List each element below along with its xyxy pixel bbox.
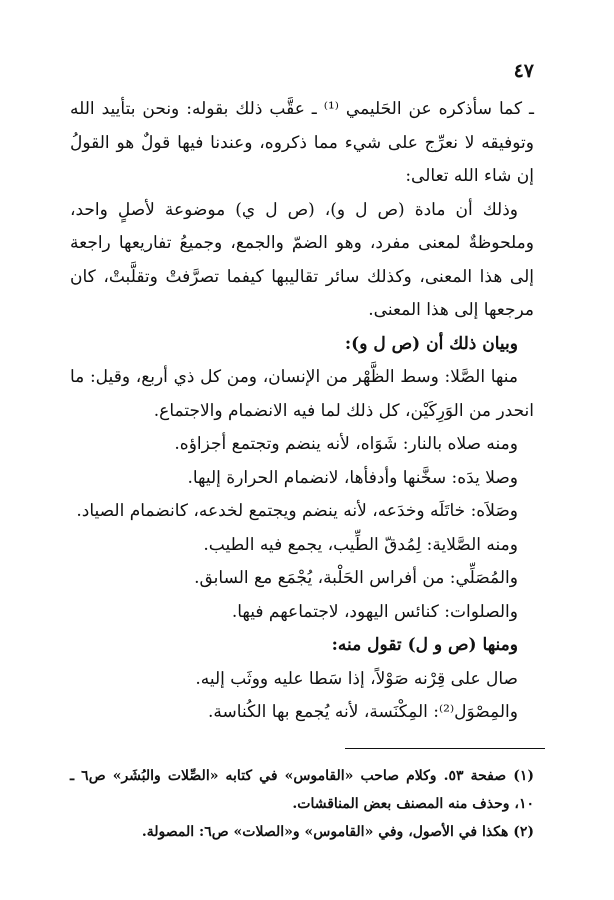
entry-miswal: والمِصْوَل⁽²⁾: المِكْنَسة، لأنه يُجمع بها الكُناسة. (208, 702, 518, 722)
footnotes (70, 762, 534, 846)
entry-sala-yadahu: وصلا يدَه: سخَّنها وأدفأها، لانضمام الحرارة إليها. (187, 467, 518, 488)
section-heading-slw: وبيان ذلك أن (ص ل و): (344, 333, 518, 354)
entry-salahu-khatalahu: وصَلاَه: خاتَلَه وخدَعه، لأنه ينضم ويجتمع لخدعه، كانضمام الصياد. (76, 501, 518, 521)
paragraph-root-meaning: وذلك أن مادة (ص ل و)، (ص ل ي) موضوعة لأصلٍ واحد، وملحوظةٌ لمعنى مفرد، وهو الضمّ والجمع، وجميعُ تفاريعها راجعة إلى هذا المعنى، وكذلك سائر تقاليبها كيفما تصرَّفتْ وتقلَّبتْ، كان مرجعها إلى هذا المعنى. (70, 199, 534, 320)
footnote-divider (345, 748, 545, 749)
entry-sala: منها الصَّلا: وسط الظَّهْر من الإنسان، ومن كل ذي أربع، وقيل: ما انحدر من الوَرِكَيْن، كل ذلك لما فيه الانضمام والاجتماع. (70, 367, 534, 421)
entry-salahu-binnar: ومنه صلاه بالنار: شَوَاه، لأنه ينضم وتجتمع أجزاؤه. (174, 434, 518, 454)
entry-salawat: والصلوات: كنائس اليهود، لاجتماعهم فيها. (231, 601, 518, 622)
footnote-2: (٢) هكذا في الأصول، وفي «القاموس» و«الصلات» ص٦: المصولة. (141, 824, 534, 840)
entry-sala-ala-qirnihi: صال على قِرْنه صَوْلاً، إذا سَطا عليه ووثَب إليه. (195, 668, 518, 689)
section-heading-swl: ومنها (ص و ل) تقول منه: (331, 635, 518, 655)
paragraph-continuation: ـ كما سأذكره عن الحَليمي ⁽¹⁾ ـ عقَّب ذلك بقوله: ونحن بتأييد الله وتوفيقه لا نعرِّج على شيء مما ذكروه، وعندنا فيها قولٌ هو القولُ إن شاء الله تعالى: (70, 99, 534, 186)
footnote-1: (١) صفحة ٥٣. وكلام صاحب «القاموس» في كتابه «الصِّلات والبُشَر» ص٦ ـ ١٠، وحذف منه المصنف بعض المناقشات. (70, 768, 534, 812)
entry-musalli: والمُصَلِّي: من أفراس الحَلْبة، يُجْمَع مع السابق. (194, 568, 518, 588)
main-text (70, 93, 534, 730)
entry-salaya: ومنه الصَّلاية: لِمُدقّ الطِّيب، يجمع فيه الطيب. (203, 534, 518, 555)
page-number: ٤٧ (513, 60, 534, 82)
